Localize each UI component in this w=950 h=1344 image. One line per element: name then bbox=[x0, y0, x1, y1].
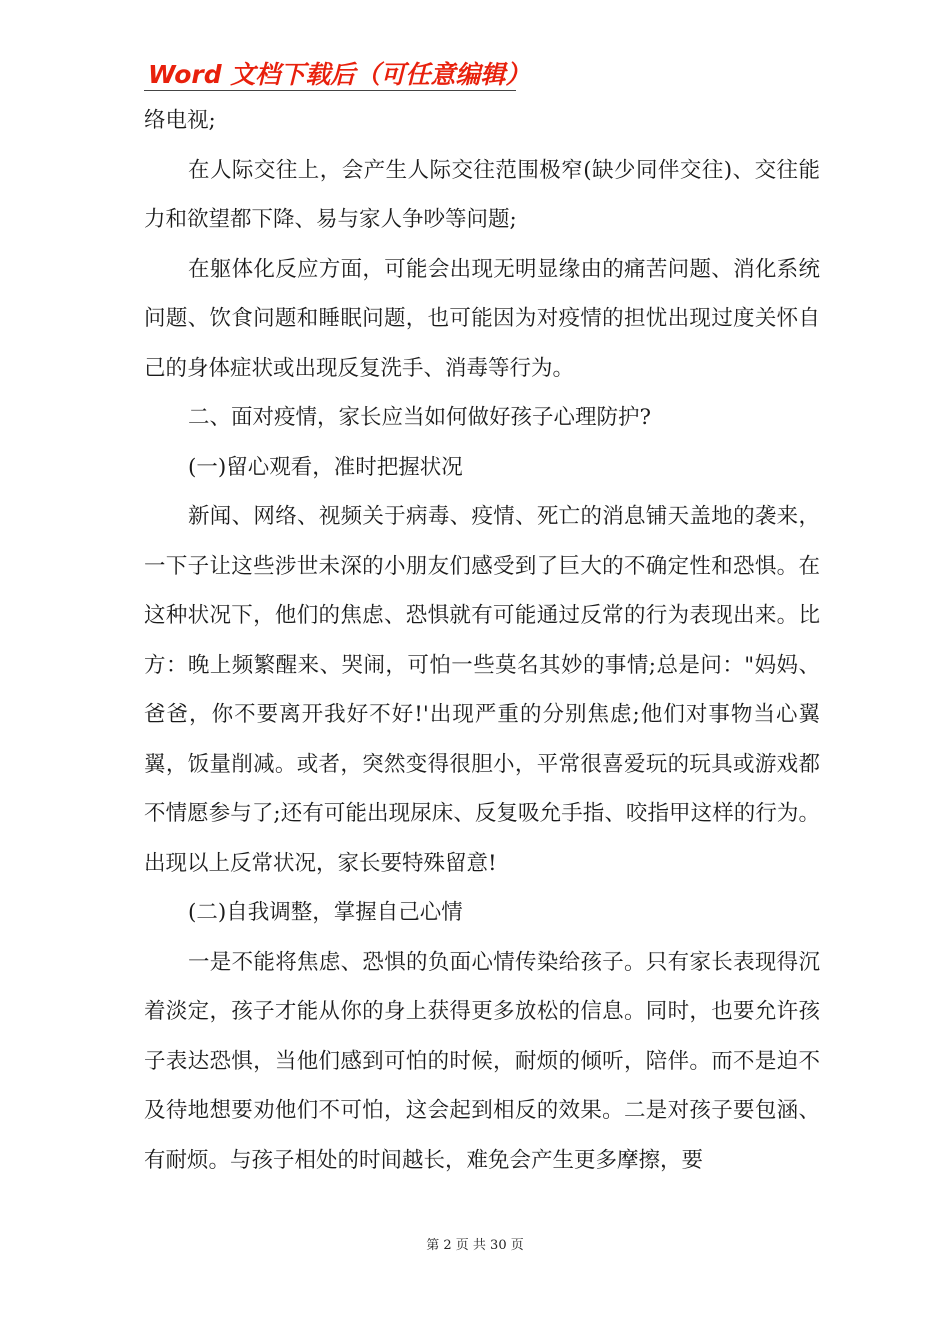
paragraph-news: 新闻、网络、视频关于病毒、疫情、死亡的消息铺天盖地的袭来，一下子让这些涉世未深的小朋友们感受到了巨大的不确定性和恐惧。在这种状况下，他们的焦虑、恐惧就有可能通过反常的行为表现出来。比方：晚上频繁醒来、哭闹，可怕一些莫名其妙的事情;总是问："妈妈、爸爸，你不要离开我好不好!'出现严重的分别焦虑;他们对事物当心翼翼，饭量削减。或者，突然变得很胆小，平常很喜爱玩的玩具或游戏都不情愿参与了;还有可能出现尿床、反复吸允手指、咬指甲这样的行为。出现以上反常状况，家长要特殊留意! bbox=[144, 504, 820, 876]
document-header-title: Word 文档下载后（可任意编辑） bbox=[148, 60, 531, 89]
document-body bbox=[144, 96, 820, 1185]
paragraph-anxiety: 一是不能将焦虑、恐惧的负面心情传染给孩子。只有家长表现得沉着淡定，孩子才能从你的身上获得更多放松的信息。同时，也要允许孩子表达恐惧，当他们感到可怕的时候，耐烦的倾听，陪伴。而不是迫不及待地想要劝他们不可怕，这会起到相反的效果。二是对孩子要包涵、有耐烦。与孩子相处的时间越长，难免会产生更多摩擦，要 bbox=[144, 949, 820, 1173]
page-number: 第 2 页 共 30 页 bbox=[426, 1238, 524, 1253]
paragraph-somatic: 在躯体化反应方面，可能会出现无明显缘由的痛苦问题、消化系统问题、饮食问题和睡眠问题，也可能因为对疫情的担忧出现过度关怀自己的身体症状或出现反复洗手、消毒等行为。 bbox=[144, 256, 820, 381]
section-heading-2: 二、面对疫情，家长应当如何做好孩子心理防护? bbox=[188, 405, 652, 430]
header-underline bbox=[144, 90, 516, 91]
subheading-self-adjust: (二)自我调整，掌握自己心情 bbox=[188, 900, 463, 925]
paragraph-continuation: 络电视; bbox=[144, 108, 216, 133]
paragraph-interpersonal: 在人际交往上，会产生人际交往范围极窄(缺少同伴交往)、交往能力和欲望都下降、易与家人争吵等问题; bbox=[144, 157, 820, 232]
subheading-observe: (一)留心观看，准时把握状况 bbox=[188, 454, 463, 480]
